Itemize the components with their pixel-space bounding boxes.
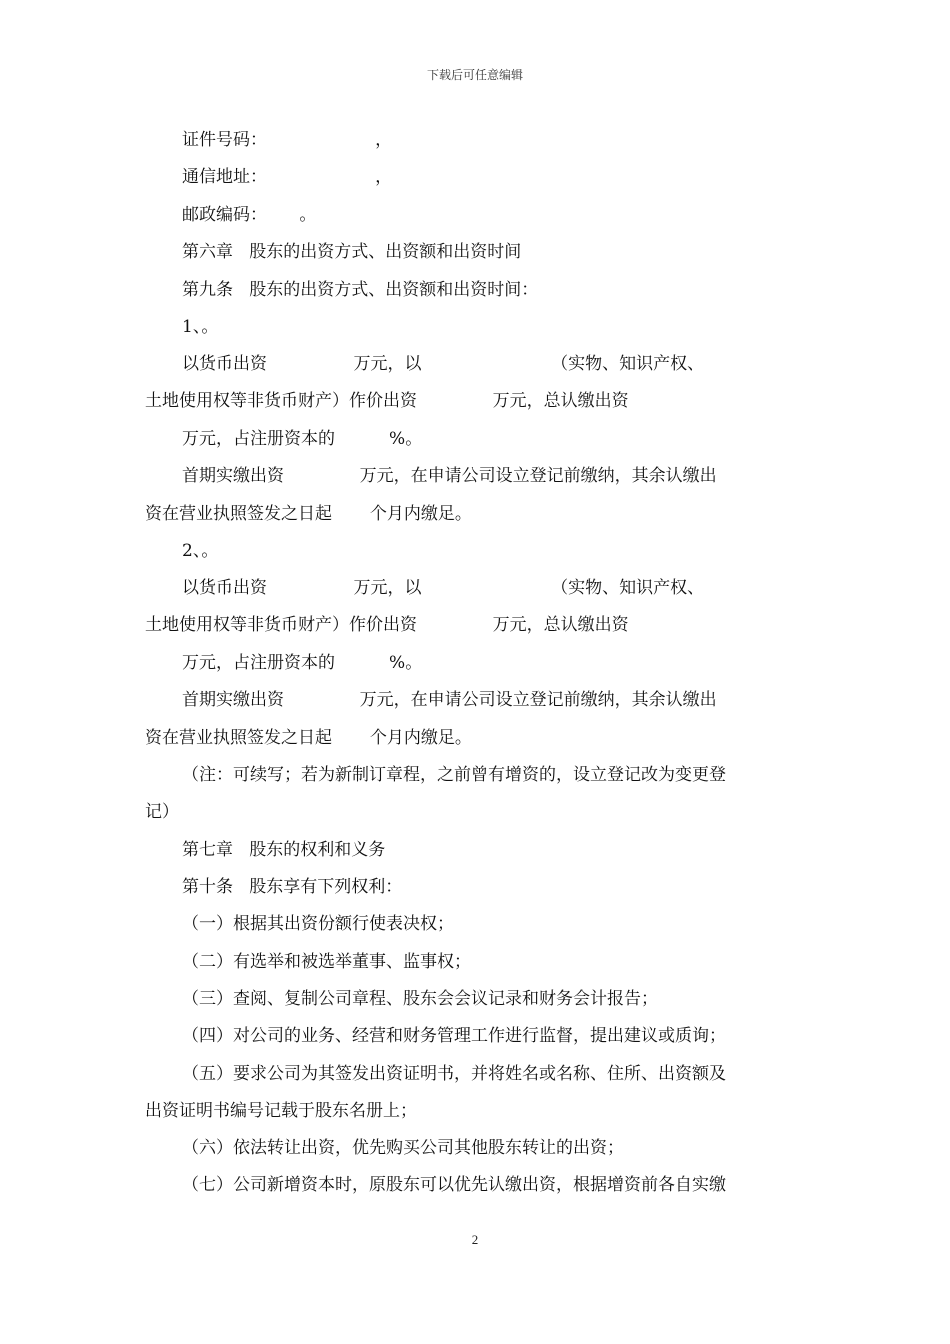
chapter-seven-heading: 第七章 股东的权利和义务 <box>182 840 386 860</box>
paragraph-line: 土地使用权等非货币财产）作价出资 万元，总认缴出资 <box>145 615 629 635</box>
paragraph-line: 万元，占注册资本的 %。 <box>182 429 423 449</box>
paragraph-line: 以货币出资 万元，以 （实物、知识产权、 <box>182 354 705 374</box>
page-header: 下载后可任意编辑 <box>426 68 523 82</box>
right-item: 出资证明书编号记载于股东名册上； <box>145 1101 417 1121</box>
right-item: （四）对公司的业务、经营和财务管理工作进行监督，提出建议或质询； <box>182 1026 726 1046</box>
right-item: （七）公司新增资本时，原股东可以优先认缴出资，根据增资前各自实缴 <box>182 1175 726 1195</box>
right-item: （二）有选举和被选举董事、监事权； <box>182 952 471 972</box>
paragraph-line: 首期实缴出资 万元，在申请公司设立登记前缴纳，其余认缴出 <box>182 690 717 710</box>
article-ten-heading: 第十条 股东享有下列权利： <box>182 877 403 897</box>
paragraph-line: 资在营业执照签发之日起 个月内缴足。 <box>145 728 472 748</box>
right-item: （三）查阅、复制公司章程、股东会会议记录和财务会计报告； <box>182 989 658 1009</box>
shareholder-2-label: 2、。 <box>182 541 219 561</box>
right-item: （六）依法转让出资，优先购买公司其他股东转让的出资； <box>182 1138 624 1158</box>
paragraph-line: 以货币出资 万元，以 （实物、知识产权、 <box>182 578 705 598</box>
paragraph-line: 土地使用权等非货币财产）作价出资 万元，总认缴出资 <box>145 391 629 411</box>
page-number: 2 <box>471 1232 479 1247</box>
article-nine-heading: 第九条 股东的出资方式、出资额和出资时间： <box>182 280 539 300</box>
paragraph-line: 首期实缴出资 万元，在申请公司设立登记前缴纳，其余认缴出 <box>182 466 717 486</box>
postal-code-line: 邮政编码： 。 <box>182 205 317 225</box>
shareholder-1-label: 1、。 <box>182 317 219 337</box>
right-item: （五）要求公司为其签发出资证明书，并将姓名或名称、住所、出资额及 <box>182 1064 726 1084</box>
note-line: （注：可续写；若为新制订章程，之前曾有增资的，设立登记改为变更登 <box>182 765 726 785</box>
chapter-six-heading: 第六章 股东的出资方式、出资额和出资时间 <box>182 242 522 262</box>
address-line: 通信地址： ， <box>182 167 393 187</box>
paragraph-line: 万元，占注册资本的 %。 <box>182 653 423 673</box>
right-item: （一）根据其出资份额行使表决权； <box>182 914 454 934</box>
paragraph-line: 资在营业执照签发之日起 个月内缴足。 <box>145 504 472 524</box>
id-number-line: 证件号码： ， <box>182 130 393 150</box>
note-line: 记） <box>145 802 179 822</box>
